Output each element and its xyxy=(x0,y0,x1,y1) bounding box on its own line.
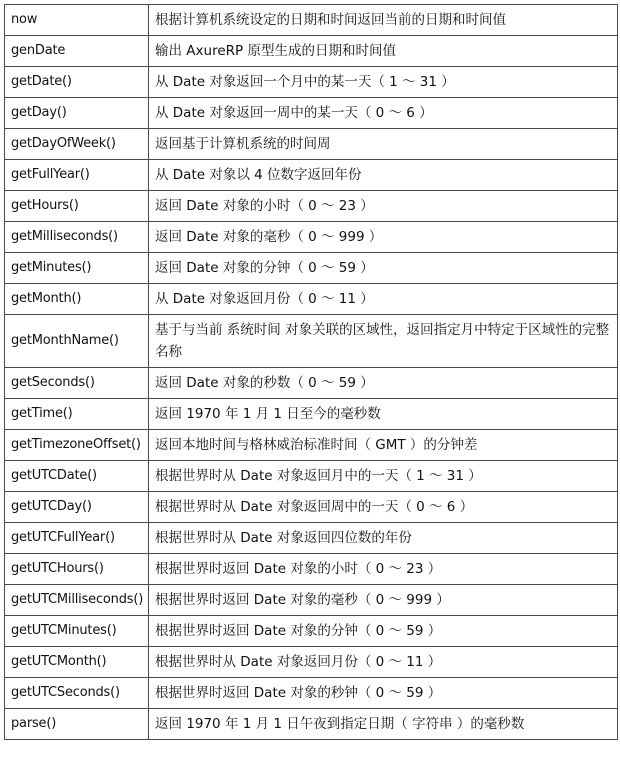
description-cell: 返回 Date 对象的秒数（ 0 ～ 59 ） xyxy=(149,368,618,399)
table-row xyxy=(5,315,618,368)
table-body xyxy=(5,5,618,740)
table-row xyxy=(5,67,618,98)
function-name-cell: now xyxy=(5,5,149,36)
table-row xyxy=(5,461,618,492)
description-cell: 从 Date 对象以 4 位数字返回年份 xyxy=(149,160,618,191)
function-name-cell: getTime() xyxy=(5,399,149,430)
table-row xyxy=(5,585,618,616)
description-cell: 基于与当前 系统时间 对象关联的区域性，返回指定月中特定于区域性的完整名称 xyxy=(149,315,618,368)
table-row xyxy=(5,523,618,554)
description-cell: 根据计算机系统设定的日期和时间返回当前的日期和时间值 xyxy=(149,5,618,36)
function-name-cell: getMinutes() xyxy=(5,253,149,284)
function-name-cell: getMilliseconds() xyxy=(5,222,149,253)
description-cell: 返回 Date 对象的毫秒（ 0 ～ 999 ） xyxy=(149,222,618,253)
table-row xyxy=(5,430,618,461)
table-row xyxy=(5,284,618,315)
description-cell: 根据世界时从 Date 对象返回月中的一天（ 1 ～ 31 ） xyxy=(149,461,618,492)
function-name-cell: getUTCMonth() xyxy=(5,647,149,678)
table-row xyxy=(5,253,618,284)
description-cell: 从 Date 对象返回月份（ 0 ～ 11 ） xyxy=(149,284,618,315)
table-row xyxy=(5,616,618,647)
function-name-cell: genDate xyxy=(5,36,149,67)
description-cell: 根据世界时从 Date 对象返回四位数的年份 xyxy=(149,523,618,554)
description-cell: 返回 1970 年 1 月 1 日午夜到指定日期（ 字符串 ）的毫秒数 xyxy=(149,709,618,740)
function-name-cell: getMonthName() xyxy=(5,315,149,368)
function-name-cell: getDay() xyxy=(5,98,149,129)
description-cell: 输出 AxureRP 原型生成的日期和时间值 xyxy=(149,36,618,67)
function-name-cell: getFullYear() xyxy=(5,160,149,191)
table-row xyxy=(5,191,618,222)
description-cell: 返回 Date 对象的分钟（ 0 ～ 59 ） xyxy=(149,253,618,284)
table-row xyxy=(5,492,618,523)
description-cell: 根据世界时从 Date 对象返回周中的一天（ 0 ～ 6 ） xyxy=(149,492,618,523)
function-name-cell: getTimezoneOffset() xyxy=(5,430,149,461)
table-row xyxy=(5,647,618,678)
description-cell: 返回基于计算机系统的时间周 xyxy=(149,129,618,160)
table-row xyxy=(5,368,618,399)
date-functions-table xyxy=(4,4,618,740)
function-name-cell: getUTCDate() xyxy=(5,461,149,492)
function-name-cell: parse() xyxy=(5,709,149,740)
function-name-cell: getUTCMilliseconds() xyxy=(5,585,149,616)
table-row xyxy=(5,36,618,67)
table-row xyxy=(5,709,618,740)
description-cell: 返回本地时间与格林威治标准时间（ GMT ）的分钟差 xyxy=(149,430,618,461)
function-name-cell: getHours() xyxy=(5,191,149,222)
function-name-cell: getUTCMinutes() xyxy=(5,616,149,647)
table-row xyxy=(5,5,618,36)
table-row xyxy=(5,222,618,253)
table-row xyxy=(5,678,618,709)
function-name-cell: getDayOfWeek() xyxy=(5,129,149,160)
description-cell: 根据世界时返回 Date 对象的小时（ 0 ～ 23 ） xyxy=(149,554,618,585)
description-cell: 从 Date 对象返回一周中的某一天（ 0 ～ 6 ） xyxy=(149,98,618,129)
description-cell: 根据世界时从 Date 对象返回月份（ 0 ～ 11 ） xyxy=(149,647,618,678)
description-cell: 从 Date 对象返回一个月中的某一天（ 1 ～ 31 ） xyxy=(149,67,618,98)
function-name-cell: getSeconds() xyxy=(5,368,149,399)
description-cell: 返回 1970 年 1 月 1 日至今的毫秒数 xyxy=(149,399,618,430)
table-row xyxy=(5,129,618,160)
table-row xyxy=(5,98,618,129)
function-name-cell: getMonth() xyxy=(5,284,149,315)
function-name-cell: getDate() xyxy=(5,67,149,98)
description-cell: 根据世界时返回 Date 对象的秒钟（ 0 ～ 59 ） xyxy=(149,678,618,709)
description-cell: 返回 Date 对象的小时（ 0 ～ 23 ） xyxy=(149,191,618,222)
table-row xyxy=(5,554,618,585)
function-name-cell: getUTCFullYear() xyxy=(5,523,149,554)
function-name-cell: getUTCSeconds() xyxy=(5,678,149,709)
function-name-cell: getUTCDay() xyxy=(5,492,149,523)
function-name-cell: getUTCHours() xyxy=(5,554,149,585)
description-cell: 根据世界时返回 Date 对象的毫秒（ 0 ～ 999 ） xyxy=(149,585,618,616)
table-row xyxy=(5,399,618,430)
description-cell: 根据世界时返回 Date 对象的分钟（ 0 ～ 59 ） xyxy=(149,616,618,647)
table-row xyxy=(5,160,618,191)
